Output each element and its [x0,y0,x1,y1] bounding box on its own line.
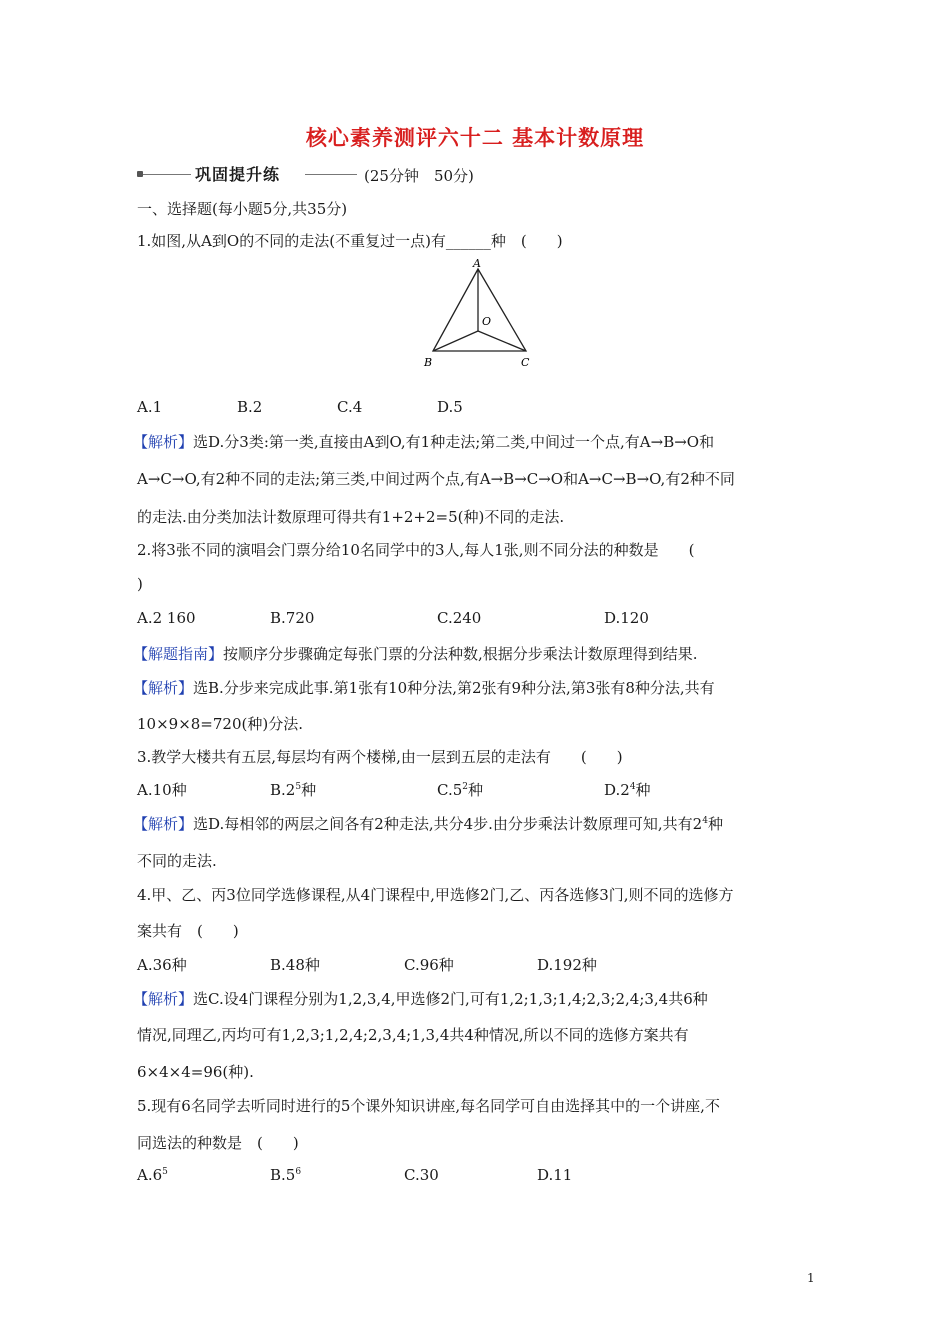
q2-guide-line [133,643,698,664]
q2-stem: 2.将3张不同的演唱会门票分给10名同学中的3人,每人1张,则不同分法的种数是 ( [137,541,695,559]
q4-solution-line3: 6×4×4=96(种). [137,1063,254,1081]
q2-option-c: C.240 [437,609,482,627]
q2-solution-line1 [133,677,715,698]
q3-analysis-tag: 【解析】 [133,815,194,833]
q5-option-c: C.30 [404,1166,439,1184]
q1-analysis-tag: 【解析】 [133,433,194,451]
section-left-rule [143,174,191,175]
q1-solution-line3: 的走法.由分类加法计数原理可得共有1+2+2=5(种)不同的走法. [137,508,565,526]
section-time: (25分钟 50分) [364,167,474,185]
triangle-abc [433,269,526,351]
q1-solution-line2: A→C→O,有2种不同的走法;第三类,中间过两个点,有A→B→C→O和A→C→B→O,有2种不同 [137,470,735,488]
point-a-label: A [473,257,481,270]
q1-solution-line1 [133,431,714,452]
q3-solution-line2: 不同的走法. [137,852,217,870]
segment-ob [433,331,478,351]
q5-stem-line1: 5.现有6名同学去听同时进行的5个课外知识讲座,每名同学可自由选择其中的一个讲座,不 [137,1097,720,1115]
q3-option-a: A.10种 [137,781,187,799]
q3-stem: 3.教学大楼共有五层,每层均有两个楼梯,由一层到五层的走法有 ( ) [137,748,623,766]
q4-analysis-tag: 【解析】 [133,990,194,1008]
q2-option-a: A.2 160 [137,609,196,627]
q3-solution-line1: 【解析】选D.每相邻的两层之间各有2种走法,共分4步.由分步乘法计数原理可知,共有$2^4$种 [133,815,723,833]
q4-solution-text1: 选C.设4门课程分别为1,2,3,4,甲选修2门,可有1,2;1,3;1,4;2,3;2,4;3,4共6种 [193,990,708,1008]
q1-option-d: D.5 [437,398,463,416]
q4-option-b: B.48种 [270,956,320,974]
q4-solution-line2: 情况,同理乙,丙均可有1,2,3;1,2,4;2,3,4;1,3,4共4种情况,所以不同的选修方案共有 [137,1026,689,1044]
point-c-label: C [521,356,530,369]
q2-option-b: B.720 [270,609,315,627]
q2-analysis-tag: 【解析】 [133,679,194,697]
q3-option-b: $B.2^5$种 [270,781,317,799]
section-label: 巩固提升练 [195,165,281,184]
q4-option-c: C.96种 [404,956,454,974]
page-title: 核心素养测评六十二 基本计数原理 [305,126,645,150]
q4-option-a: A.36种 [137,956,187,974]
q3-option-c: $C.5^2$种 [437,781,484,799]
q1-option-c: C.4 [337,398,363,416]
q2-stem-close: ) [137,575,143,593]
q1-option-b: B.2 [237,398,263,416]
section-right-rule [305,174,357,175]
q2-guide-tag: 【解题指南】 [133,645,224,663]
page-number: 1 [807,1271,815,1285]
point-b-label: B [424,356,433,369]
q4-option-d: D.192种 [537,956,597,974]
q5-stem-line2: 同选法的种数是 ( ) [137,1134,299,1152]
q1-stem: 1.如图,从A到O的不同的走法(不重复过一点)有______种 ( ) [137,232,563,250]
point-o-label: O [482,315,492,328]
q5-option-a: $A.6^5$ [137,1166,168,1184]
q4-solution-line1 [133,988,708,1009]
q2-option-d: D.120 [604,609,649,627]
q2-guide-text: 按顺序分步骤确定每张门票的分法种数,根据分步乘法计数原理得到结果. [223,645,698,663]
q5-option-d: D.11 [537,1166,573,1184]
part-heading: 一、选择题(每小题5分,共35分) [137,200,348,218]
q2-solution-text1: 选B.分步来完成此事.第1张有10种分法,第2张有9种分法,第3张有8种分法,共有 [193,679,715,697]
q2-solution-line2: 10×9×8=720(种)分法. [137,715,303,733]
q4-stem-line2: 案共有 ( ) [137,922,239,940]
q4-stem-line1: 4.甲、乙、丙3位同学选修课程,从4门课程中,甲选修2门,乙、丙各选修3门,则不同的选修方 [137,886,734,904]
q5-option-b: $B.5^6$ [270,1166,302,1184]
q1-triangle-figure [415,255,540,373]
q1-solution-text1: 选D.分3类:第一类,直接由A到O,有1种走法;第二类,中间过一个点,有A→B→O和 [193,433,715,451]
q3-option-d: $D.2^4$种 [604,781,651,799]
segment-oc [478,331,526,351]
q1-option-a: A.1 [137,398,163,416]
